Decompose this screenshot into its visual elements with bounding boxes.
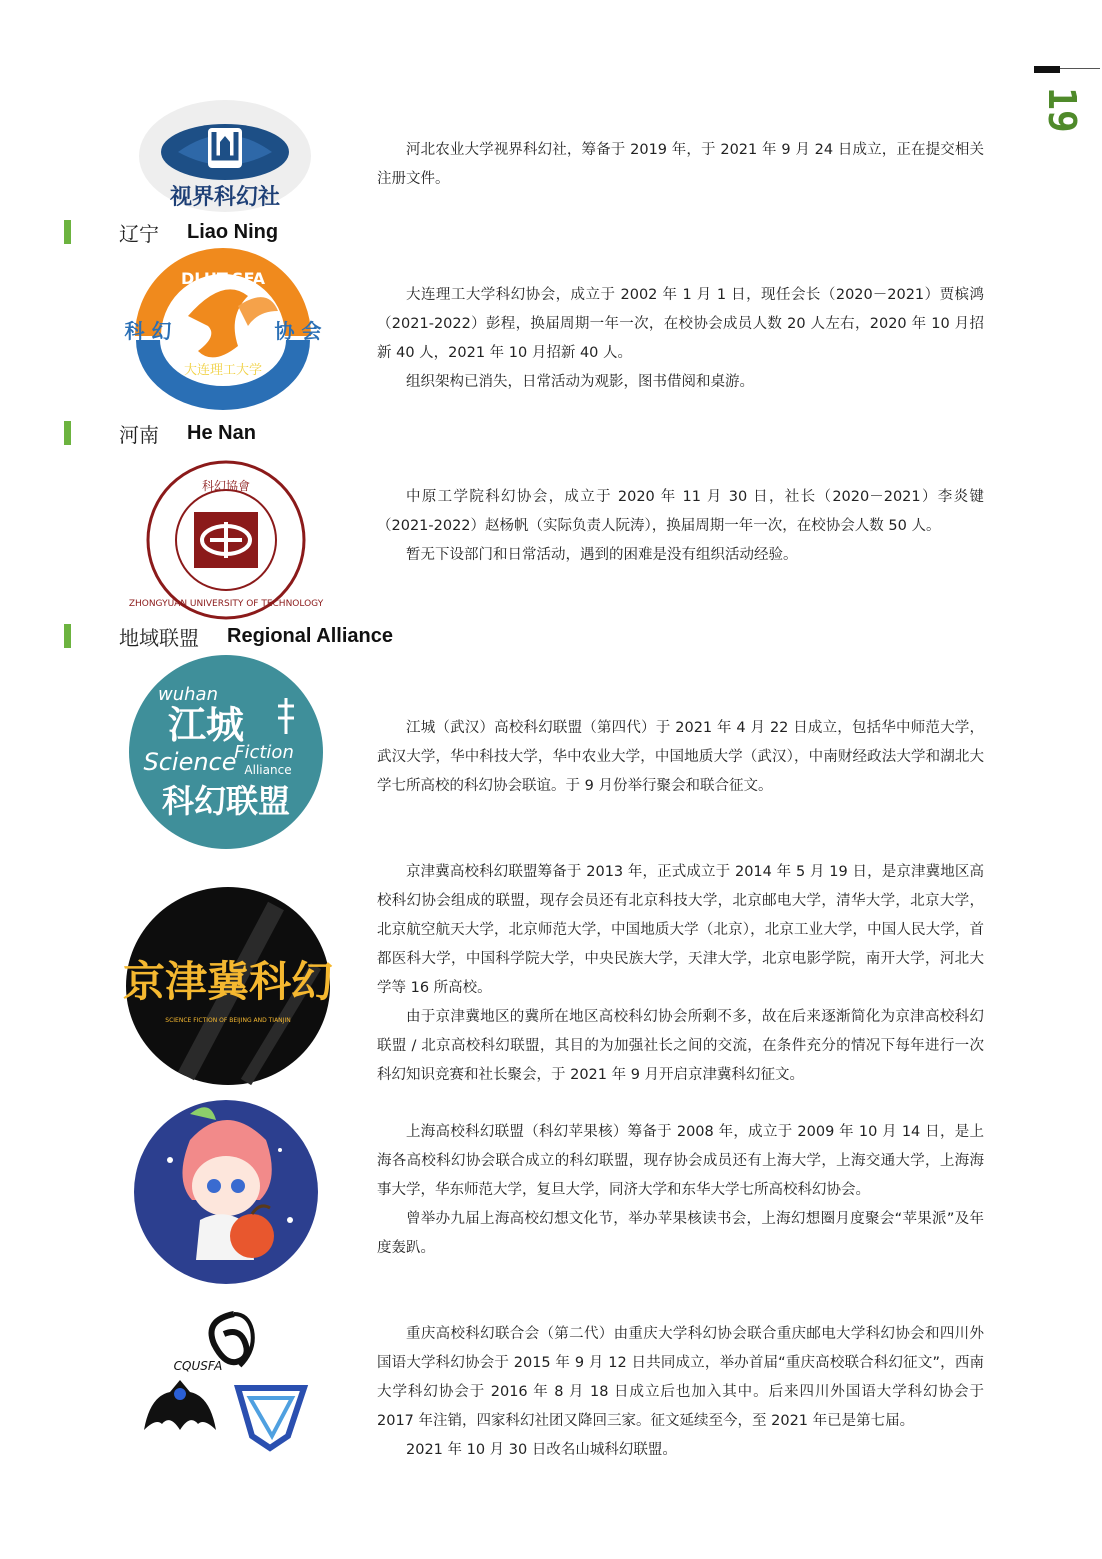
dlut-bottom-text: 大连理工大学 (183, 363, 263, 378)
wuhan-text-5: Alliance (244, 763, 292, 777)
entry-wuhan (377, 714, 984, 801)
wuhan-text-2: 江城 (167, 703, 245, 747)
chongqing-logos (140, 1310, 312, 1452)
hebei-logo (138, 108, 312, 212)
dlut-logo (118, 256, 328, 406)
dlut-arc-text: DLUT-SFA (180, 269, 266, 288)
entry-shanghai (377, 1118, 984, 1263)
entry-zhongyuan (377, 483, 984, 570)
zhongyuan-top-text: 科幻協會 (201, 479, 251, 493)
page-number-bar (1034, 66, 1060, 73)
section-title-cn: 辽宁 (119, 221, 159, 246)
jingjin-logo (122, 886, 334, 1086)
cqusfa-label: CQUSFA (173, 1359, 223, 1373)
paragraph: 上海高校科幻联盟（科幻苹果核）筹备于 2008 年，成立于 2009 年 10 月 14 日，是上海各高校科幻协会联合成立的科幻联盟，现存协会成员还有上海大学，上海交通大学，上海海事大学，华东师范大学，复旦大学，同济大学和东华大学七所高校科幻协会。 (377, 1124, 984, 1198)
section-title-cn: 地域联盟 (119, 625, 199, 650)
section-marker (64, 624, 71, 648)
hebei-logo-text: 视界科幻社 (169, 185, 281, 210)
section-marker (64, 220, 71, 244)
wuhan-text-3: Science (143, 748, 237, 776)
dlut-left-text: 科 幻 (124, 319, 172, 343)
page-number: 19 (1040, 87, 1084, 133)
section-heading-regional (64, 622, 393, 650)
paragraph: 由于京津冀地区的冀所在地区高校科幻协会所剩不多，故在后来逐渐简化为京津高校科幻联盟 / 北京高校科幻联盟，其目的为加强社长之间的交流，在条件充分的情况下每年进行一次科幻知识竞赛和社长聚会，于 2021 年 9 月开启京津冀科幻征文。 (377, 1009, 984, 1083)
zhongyuan-ring-text: ZHONGYUAN UNIVERSITY OF TECHNOLOGY (128, 599, 324, 609)
wuhan-logo (128, 654, 324, 850)
section-marker (64, 421, 71, 445)
paragraph: 河北农业大学视界科幻社，筹备于 2019 年，于 2021 年 9 月 24 日成立，正在提交相关注册文件。 (377, 142, 984, 187)
entry-chongqing (377, 1320, 984, 1465)
section-title-en: He Nan (187, 421, 256, 444)
entry-dlut (377, 281, 984, 397)
jingjin-sub-text: SCIENCE FICTION OF BEIJING AND TIANJIN (165, 1017, 291, 1024)
paragraph: 中原工学院科幻协会，成立于 2020 年 11 月 30 日，社长（2020－2021）李炎键（2021-2022）赵杨帆（实际负责人阮涛），换届周期一年一次，在校协会人数 50 人。 (377, 489, 984, 534)
shanghai-logo (130, 1090, 322, 1286)
paragraph: 2021 年 10 月 30 日改名山城科幻联盟。 (406, 1442, 677, 1458)
section-title-cn: 河南 (119, 422, 159, 447)
jingjin-main-text: 京津冀科幻 (122, 957, 334, 1006)
section-title-en: Liao Ning (187, 220, 279, 243)
wuhan-text-4: Fiction (234, 742, 294, 763)
zhongyuan-logo (128, 460, 324, 620)
paragraph: 江城（武汉）高校科幻联盟（第四代）于 2021 年 4 月 22 日成立，包括华中师范大学，武汉大学，华中科技大学，华中农业大学，中国地质大学（武汉），中南财经政法大学和湖北大学七所高校的科幻协会联谊。于 9 月份举行聚会和联合征文。 (377, 720, 984, 794)
section-heading-henan (64, 419, 256, 447)
paragraph: 暂无下设部门和日常活动，遇到的困难是没有组织活动经验。 (406, 547, 798, 563)
entry-hebei (377, 136, 984, 194)
paragraph: 大连理工大学科幻协会，成立于 2002 年 1 月 1 日，现任会长（2020－2021）贾槟鸿（2021-2022）彭程，换届周期一年一次，在校协会成员人数 20 人左右，2020 年 10 月招新 40 人，2021 年 10 月招新 40 人。 (377, 287, 984, 361)
paragraph: 重庆高校科幻联合会（第二代）由重庆大学科幻协会联合重庆邮电大学科幻协会和四川外国语大学科幻协会于 2015 年 9 月 12 日共同成立，举办首届“重庆高校联合科幻征文”，西南大学科幻协会于 2016 年 8 月 18 日成立后也加入其中。后来四川外国语大学科幻协会于 2017 年注销，四家科幻社团又降回三家。征文延续至今，至 2021 年已是第七届。 (377, 1326, 984, 1429)
page-number-line (1060, 68, 1100, 69)
wuhan-text-6: 科幻联盟 (161, 782, 291, 820)
paragraph: 京津冀高校科幻联盟筹备于 2013 年，正式成立于 2014 年 5 月 19 日，是京津冀地区高校科幻协会组成的联盟，现存会员还有北京科技大学，北京邮电大学，清华大学，北京大学，北京航空航天大学，北京师范大学，中国地质大学（北京），北京工业大学，中国人民大学，首都医科大学，中国科学院大学，中央民族大学，天津大学，北京电影学院，南开大学，河北大学等 16 所高校。 (377, 864, 984, 996)
entry-jingjin (377, 858, 984, 1090)
section-title-en: Regional Alliance (227, 624, 393, 647)
wuhan-text-1: wuhan (158, 684, 218, 705)
dlut-right-text: 协 会 (274, 319, 322, 343)
paragraph: 曾举办九届上海高校幻想文化节，举办苹果核读书会，上海幻想圈月度聚会“苹果派”及年度轰趴。 (377, 1211, 984, 1256)
paragraph: 组织架构已消失，日常活动为观影，图书借阅和桌游。 (406, 374, 754, 390)
section-heading-liaoning (64, 218, 278, 246)
